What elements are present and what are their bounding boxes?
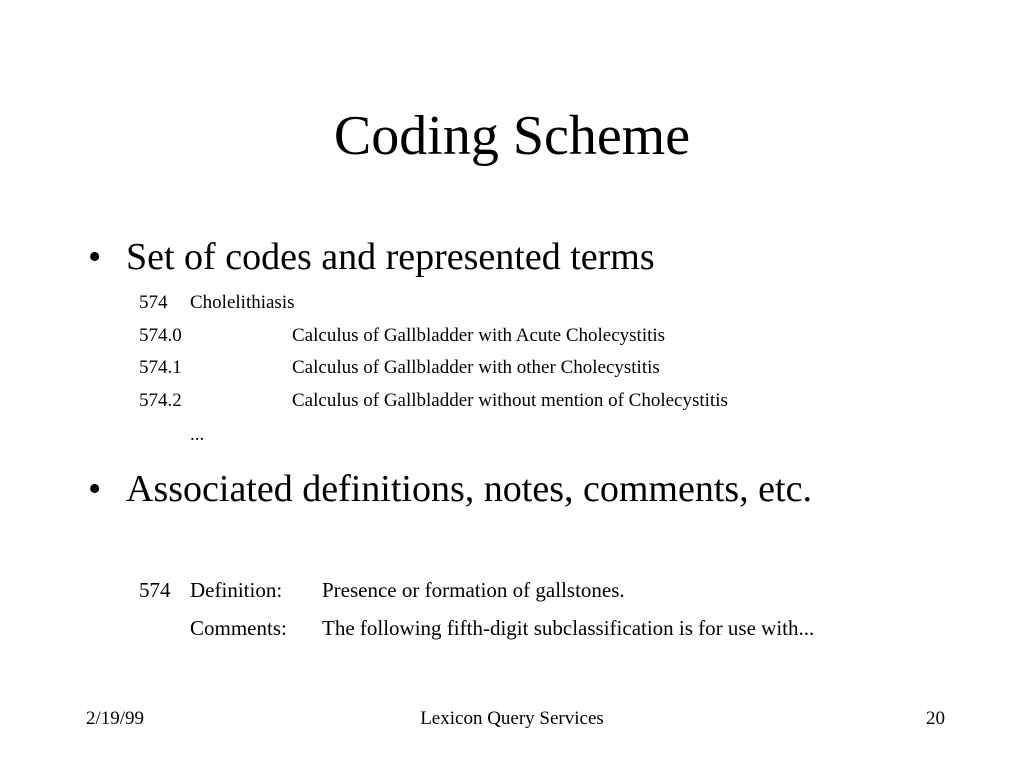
page-number: 20 — [926, 708, 945, 729]
comments-value: The following fifth-digit subclassification is for use with... — [322, 616, 815, 640]
bullet-marker: • — [88, 236, 102, 278]
term-574-1: Calculus of Gallbladder with other Cholecystitis — [292, 357, 660, 378]
term-574: Cholelithiasis — [190, 292, 295, 313]
code-574-0: 574.0 — [139, 325, 182, 346]
code-574-2: 574.2 — [139, 390, 182, 411]
comments-label: Comments: — [190, 616, 287, 640]
footer-date: 2/19/99 — [86, 708, 145, 729]
code-574-1: 574.1 — [139, 357, 182, 378]
definition-value: Presence or formation of gallstones. — [322, 578, 625, 602]
footer-title: Lexicon Query Services — [420, 708, 604, 729]
bullet-text: Set of codes and represented terms — [126, 236, 655, 278]
ellipsis: ... — [190, 424, 205, 445]
term-574-0: Calculus of Gallbladder with Acute Cholecystitis — [292, 325, 666, 346]
term-574-2: Calculus of Gallbladder without mention of Cholecystitis — [292, 390, 728, 411]
example-code: 574 — [139, 578, 171, 602]
bullet-marker: • — [88, 468, 102, 510]
definition-label: Definition: — [190, 578, 283, 602]
slide-title: Coding Scheme — [333, 105, 691, 167]
code-574: 574 — [139, 292, 168, 313]
bullet-text: Associated definitions, notes, comments, etc. — [126, 468, 812, 510]
